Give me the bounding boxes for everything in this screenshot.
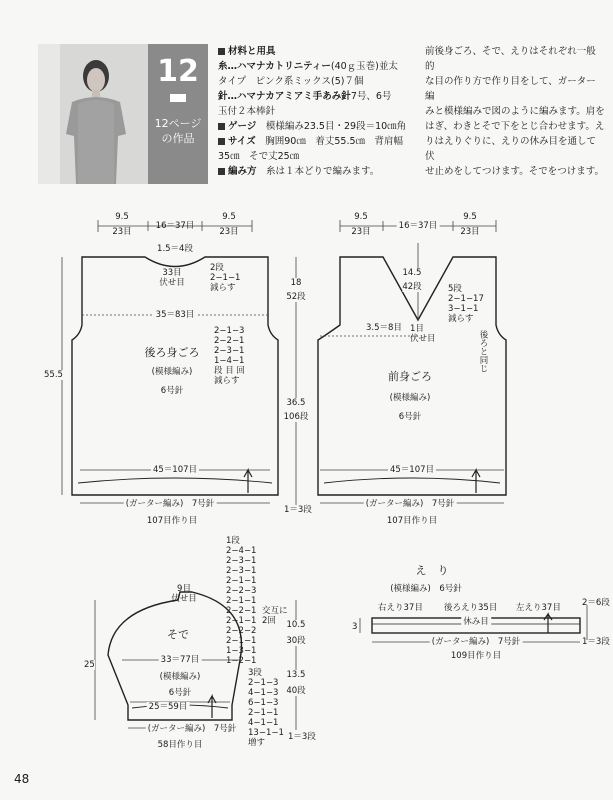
sleeve-cap-alternate: 交互に 2回 [262,606,288,626]
front-hem-curve [324,478,500,483]
front-top-left-dim: 9.5 23目 [351,212,371,237]
collar-rows-bottom: 1＝3段 [582,637,610,647]
back-cast-on: 107目作り目 [146,516,198,526]
collar-pattern: (模様編み) 6号針 [390,584,462,594]
back-shoulder-width: 35＝83目 [155,310,195,320]
sleeve-pattern: (模様編み) [159,672,201,682]
collar-garter: (ガーター編み) 7号針 [431,637,521,647]
collar-right: 右えり37目 [378,603,423,613]
sleeve-cap-height: 10.5 30段 [286,620,306,646]
materials-block: 材料と用具 糸…ハマナカトリニティー(40ｇ玉巻)並太 タイプ ピンク系ミックス(5)７個 針…ハマナカアミアミ手あみ針7号、6号 玉付２本棒針 ゲージ 模様編み23.5目・29段＝10㎝角 サイズ 胸囲90㎝ 着丈55.5㎝ 背肩幅 35㎝ そで丈25㎝ 編み方 糸は１本どりで編みます。 [218,46,407,177]
back-top-right-dim: 9.5 23目 [219,212,239,237]
sleeve-height: 25 [84,660,95,670]
front-garter: (ガーター編み) 7号針 [365,499,455,509]
back-height: 55.5 [44,370,63,380]
back-neck-rows: 1.5＝4段 [157,244,193,254]
front-same-as-back: 後ろと同じ [478,330,488,373]
page-reference: 12ページ の作品 [154,117,202,145]
back-neck-bind: 33目 伏せ目 [159,268,185,288]
collar-left: 左えり37目 [516,603,561,613]
collar-cast-on: 109目作り目 [450,651,502,661]
sleeve-title: そで [167,628,189,641]
collar-back: 後ろえり35目 [444,603,498,613]
front-bottom-width: 45＝107目 [389,465,435,475]
front-v-depth: 14.5 42段 [402,268,422,292]
front-direction-arrow-icon [472,470,480,493]
sleeve-width: 33＝77目 [160,655,200,665]
sleeve-side-increase: 3段 2−1−3 4−1−3 6−1−3 2−1−1 4−1−1 13−1−1 増す [248,668,284,748]
front-cast-on: 107目作り目 [386,516,438,526]
back-bottom-width: 45＝107目 [152,465,198,475]
back-top-left-dim: 9.5 23目 [112,212,132,237]
back-garter: (ガーター編み) 7号針 [125,499,215,509]
back-armhole-decrease: 2−1−3 2−2−1 2−3−1 1−4−1 段 目 回 減らす [214,326,245,386]
back-pattern: (模様編み) [151,367,193,377]
front-body-height: 36.5 106段 [283,398,309,422]
sleeve-cap-decrease: 1段 2−4−1 2−3−1 2−3−1 2−1−1 2−2−3 2−1−1 2−2−1 2−1−1 2−2−2 2−1−1 1−3−1 1−2−1 [226,536,257,666]
collar-rest: 休み目 [463,617,489,627]
collar-direction-arrow-icon [544,614,552,633]
front-armhole-width: 3.5＝8目 [366,323,402,333]
sleeve-needle: 6号針 [168,688,192,698]
instructions-text: 前後身ごろ、そで、えりはそれぞれ一般的 な目の作り方で作り目をして、ガーター編 みと模様編みで図のように編みます。肩を はぎ、わきとそで下をとじ合わせます。え りはえりぐりに、えりの休み目を通して伏 せ止めをしてつけます。そでをつけます。 [425,46,605,177]
sleeve-bottom-width: 25＝59目 [148,702,188,712]
back-needle: 6号針 [160,386,184,396]
body-rows: 1＝3段 [284,505,312,515]
collar-height: 3 [352,622,358,632]
front-v-decrease: 5段 2−1−17 3−1−1 減らす [448,284,484,324]
front-center-bind: 1目 伏せ目 [410,324,436,344]
sleeve-top-bind: 9目 伏せ目 [171,584,197,604]
sleeve-garter: (ガーター編み) 7号針 [147,724,237,734]
back-title: 後ろ身ごろ [144,346,200,359]
front-title: 前身ごろ [388,370,432,383]
sleeve-cast-on: 58目作り目 [157,740,203,750]
front-needle: 6号針 [398,412,422,422]
front-pattern: (模様編み) [389,393,431,403]
page-number: 48 [14,772,30,786]
back-top-mid-dim: 16＝37目 [155,221,195,231]
collar-rows-top: 2＝6段 [582,598,610,608]
pattern-number: 12 [157,54,199,89]
back-hem-curve [78,478,272,483]
collar-title: え り [415,564,449,577]
sleeve-side-height: 13.5 40段 [286,670,306,696]
materials-title: 材料と用具 [228,46,276,57]
sleeve-rows: 1＝3段 [288,732,316,742]
front-top-right-dim: 9.5 23目 [460,212,480,237]
front-top-mid-dim: 16＝37目 [398,221,438,231]
back-neck-decrease: 2段 2−1−1 減らす [210,263,241,293]
front-armhole-height: 18 52段 [286,278,306,302]
